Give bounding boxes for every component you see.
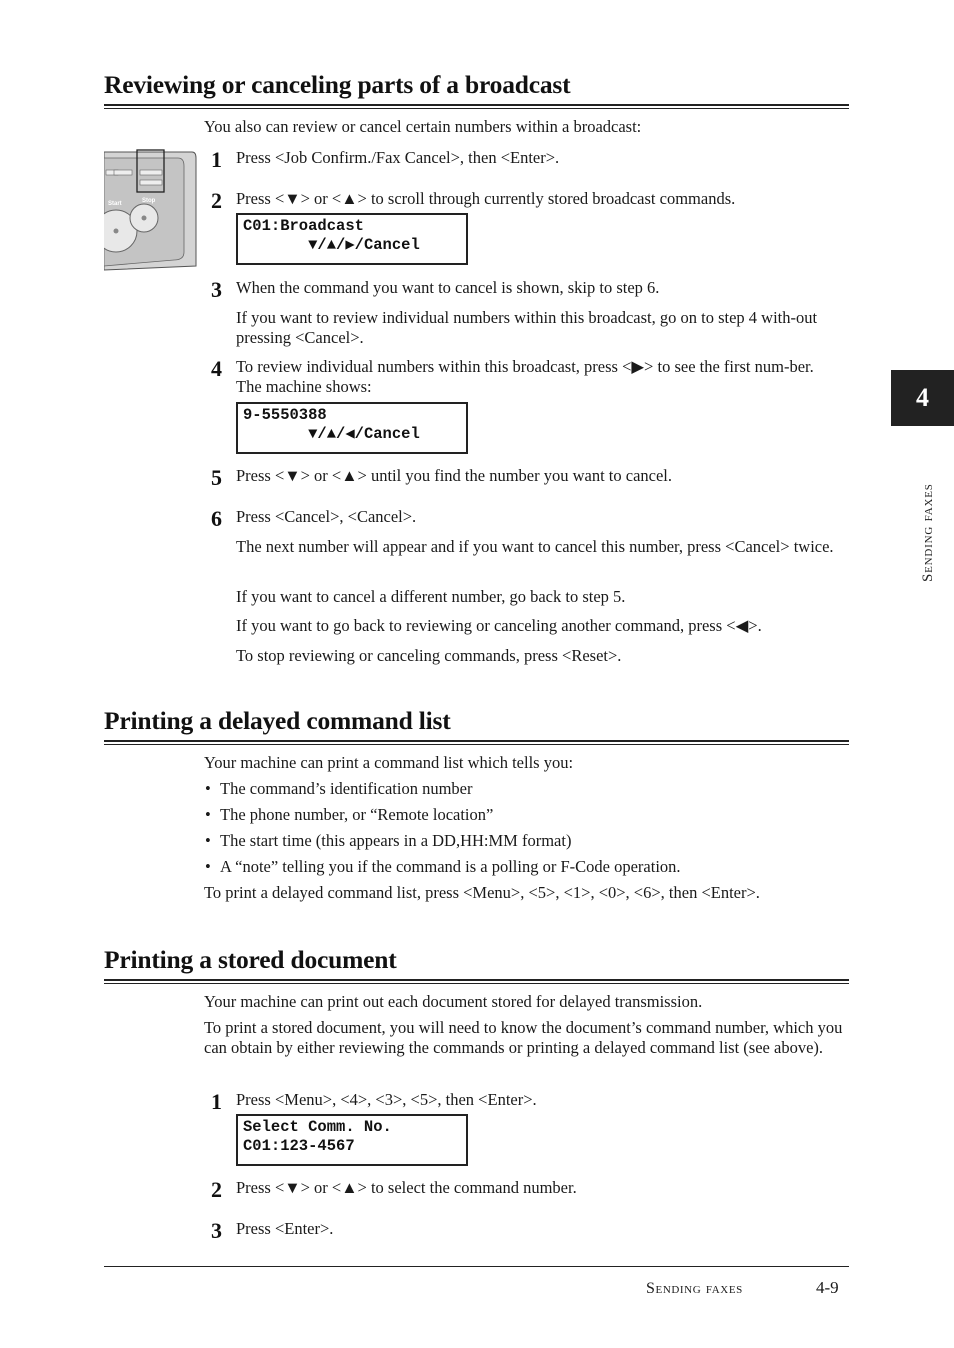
- step-text: Press <Cancel>, <Cancel>.: [236, 507, 417, 526]
- lcd-line: C01:Broadcast: [243, 217, 364, 235]
- step-text: Press <▼> or <▲> to scroll through currently stored broadcast commands.: [236, 189, 736, 208]
- step-number: 2: [211, 188, 222, 213]
- section-title-reviewing: Reviewing or canceling parts of a broadcast: [104, 70, 571, 99]
- step-number: 3: [211, 1218, 222, 1243]
- lcd-line: Select Comm. No.: [243, 1118, 392, 1136]
- bullet-dot: •: [205, 779, 211, 798]
- bullet-dot: •: [205, 831, 211, 850]
- step-number: 1: [211, 1089, 222, 1114]
- bullet-item: The phone number, or “Remote location”: [220, 805, 494, 824]
- side-section-label: Sending faxes: [920, 483, 936, 582]
- section-title-delayed-list: Printing a delayed command list: [104, 706, 451, 735]
- step-note: If you want to go back to reviewing or canceling another command, press <◀>.: [236, 616, 762, 635]
- section2-outro: To print a delayed command list, press <Menu>, <5>, <1>, <0>, <6>, then <Enter>.: [204, 883, 760, 902]
- start-label: Start: [108, 201, 122, 207]
- bullet-dot: •: [205, 857, 211, 876]
- lcd-line: ▼/▲/◀/Cancel: [243, 425, 420, 443]
- step-text: Press <Enter>.: [236, 1219, 334, 1238]
- section3-para: To print a stored document, you will need to know the document’s command number, which you can obtain by either reviewing the commands or printing a delayed command list (see above).: [204, 1018, 843, 1057]
- section-title-stored-document: Printing a stored document: [104, 945, 397, 974]
- lcd-display-select: [236, 1114, 468, 1166]
- footer-rule: [104, 1266, 849, 1267]
- step-number: 6: [211, 506, 222, 531]
- section1-intro: You also can review or cancel certain numbers within a broadcast:: [204, 117, 642, 136]
- step-number: 2: [211, 1177, 222, 1202]
- lcd-line: ▼/▲/▶/Cancel: [243, 236, 420, 254]
- lcd-line: C01:123-4567: [243, 1137, 355, 1155]
- section-rule-thin: [104, 744, 849, 745]
- step-text: Press <▼> or <▲> to select the command number.: [236, 1178, 577, 1197]
- step-text: To review individual numbers within this broadcast, press <▶> to see the first num-ber. The machine shows:: [236, 357, 814, 396]
- section3-para: Your machine can print out each document stored for delayed transmission.: [204, 992, 703, 1011]
- step-number: 4: [211, 356, 222, 381]
- section-rule-thick: [104, 979, 849, 981]
- step-number: 3: [211, 277, 222, 302]
- step-note: If you want to review individual numbers within this broadcast, go on to step 4 with-out pressing <Cancel>.: [236, 308, 818, 347]
- step-text: Press <▼> or <▲> until you find the number you want to cancel.: [236, 466, 673, 485]
- control-panel-illustration: [104, 148, 198, 272]
- step-text: Press <Job Confirm./Fax Cancel>, then <Enter>.: [236, 148, 560, 167]
- chapter-tab: 4: [891, 370, 954, 426]
- stop-label: Stop: [142, 198, 156, 204]
- step-note: If you want to cancel a different number, go back to step 5.: [236, 587, 626, 606]
- bullet-dot: •: [205, 805, 211, 824]
- step-number: 1: [211, 147, 222, 172]
- section-rule-thin: [104, 108, 849, 109]
- bullet-item: The start time (this appears in a DD,HH:MM format): [220, 831, 572, 850]
- section2-intro: Your machine can print a command list which tells you:: [204, 753, 574, 772]
- step-note: The next number will appear and if you want to cancel this number, press <Cancel> twice.: [236, 537, 834, 556]
- footer-section-name: Sending faxes: [646, 1280, 743, 1297]
- bullet-item: A “note” telling you if the command is a polling or F-Code operation.: [220, 857, 681, 876]
- lcd-display-broadcast: [236, 213, 468, 265]
- lcd-line: 9-5550388: [243, 406, 327, 424]
- lcd-display-number: [236, 402, 468, 454]
- step-text: Press <Menu>, <4>, <3>, <5>, then <Enter>.: [236, 1090, 537, 1109]
- bullet-item: The command’s identification number: [220, 779, 473, 798]
- step-text: When the command you want to cancel is shown, skip to step 6.: [236, 278, 660, 297]
- section-rule-thin: [104, 983, 849, 984]
- page-number: 4-9: [816, 1278, 839, 1297]
- step-number: 5: [211, 465, 222, 490]
- section-rule-thick: [104, 740, 849, 742]
- step-note: To stop reviewing or canceling commands, press <Reset>.: [236, 646, 622, 665]
- section-rule-thick: [104, 104, 849, 106]
